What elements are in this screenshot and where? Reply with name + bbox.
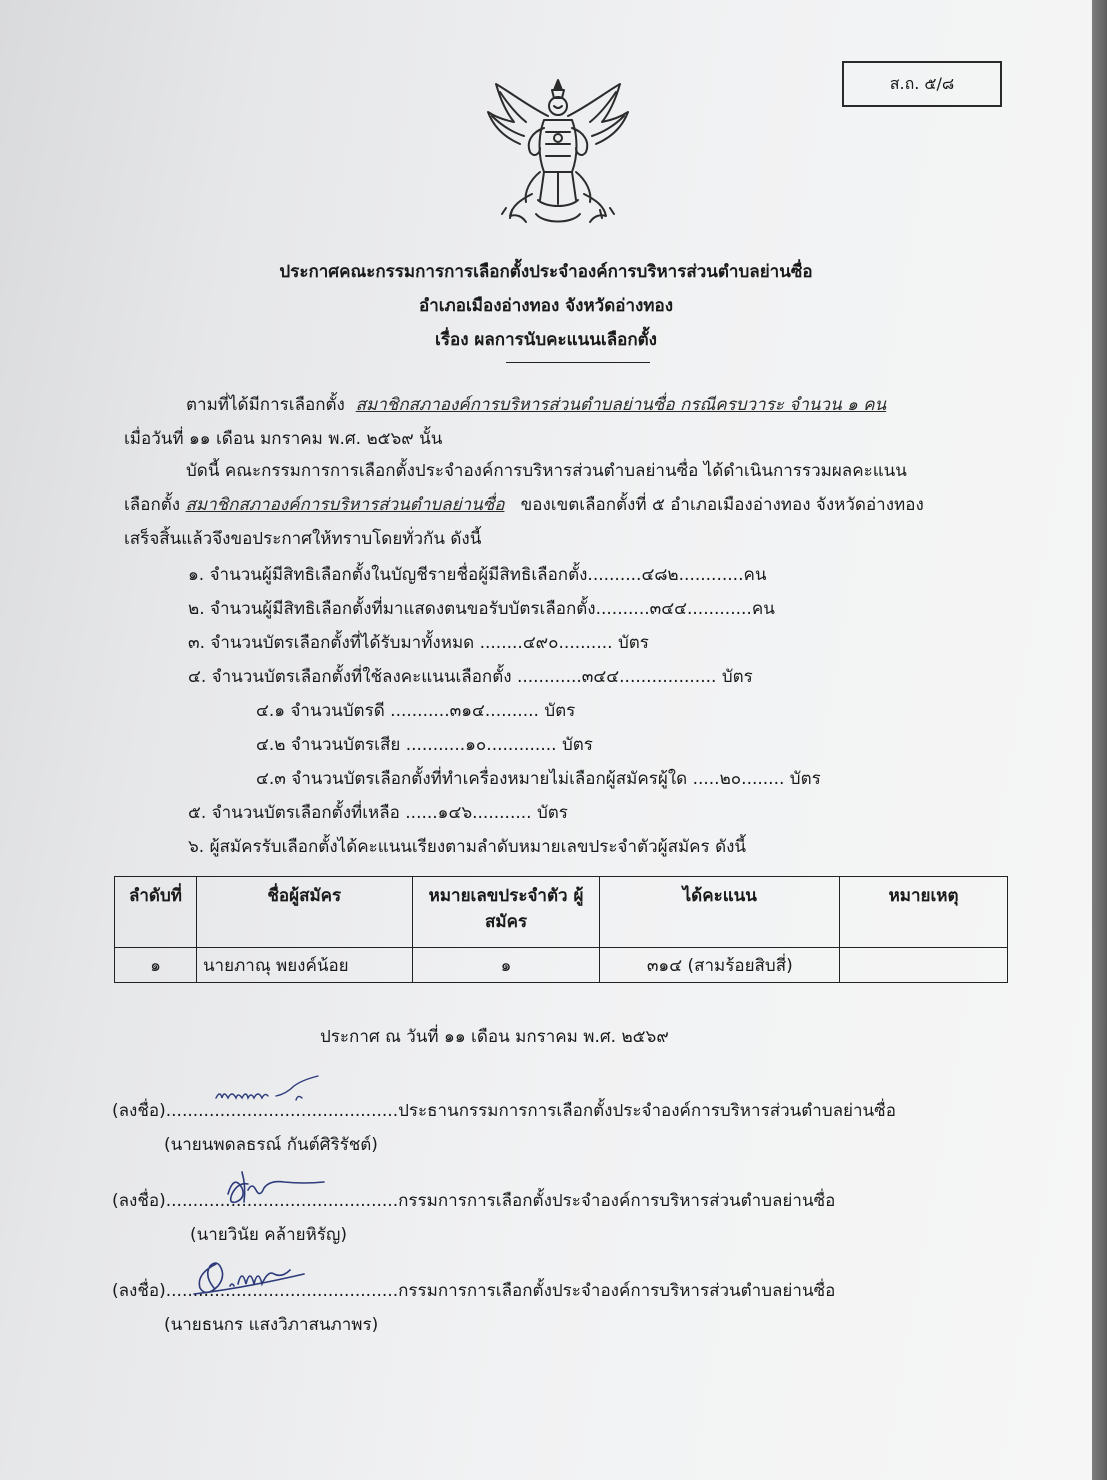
cell-candidate-number: ๑ <box>412 948 600 983</box>
handwritten-signature-3 <box>186 1256 326 1300</box>
p2-filled-text: สมาชิกสภาองค์การบริหารส่วนตำบลย่านซื่อ <box>185 495 505 515</box>
p2-prefix: เลือกตั้ง <box>124 495 181 515</box>
announcement-date: ประกาศ ณ วันที่ ๑๑ เดือน มกราคม พ.ศ. ๒๕๖๙ <box>320 1027 669 1047</box>
signature-prefix: (ลงชื่อ)........................................... <box>112 1191 399 1211</box>
signature-prefix: (ลงชื่อ)........................................... <box>112 1281 399 1301</box>
header-subject: เรื่อง ผลการนับคะแนนเลือกตั้ง <box>435 330 657 350</box>
item-6: ๖. ผู้สมัครรับเลือกตั้งได้คะแนนเรียงตามลำดับหมายเลขประจำตัวผู้สมัคร ดังนี้ <box>188 837 747 857</box>
paragraph-1-line-2: เมื่อวันที่ ๑๑ เดือน มกราคม พ.ศ. ๒๕๖๙ นั้น <box>124 429 443 449</box>
col-header-score: ได้คะแนน <box>600 877 840 948</box>
paragraph-2-line-3: เสร็จสิ้นแล้วจึงขอประกาศให้ทราบโดยทั่วกัน ดังนี้ <box>124 529 482 549</box>
handwritten-signature-2 <box>222 1168 332 1210</box>
cell-remark <box>840 948 1008 983</box>
p1-filled-text: สมาชิกสภาองค์การบริหารส่วนตำบลย่านซื่อ กรณีครบวาระ จำนวน ๑ คน <box>355 395 887 415</box>
cell-order: ๑ <box>115 948 197 983</box>
col-header-remark: หมายเหตุ <box>840 877 1008 948</box>
item-4-2: ๔.๒ จำนวนบัตรเสีย ...........๑๐............. บัตร <box>256 735 593 755</box>
item-3: ๓. จำนวนบัตรเลือกตั้งที่ได้รับมาทั้งหมด ........๔๙๐.......... บัตร <box>188 633 649 653</box>
item-5: ๕. จำนวนบัตรเลือกตั้งที่เหลือ ......๑๔๖........... บัตร <box>188 803 568 823</box>
header-line-1: ประกาศคณะกรรมการการเลือกตั้งประจำองค์การบริหารส่วนตำบลย่านซื่อ <box>279 262 813 282</box>
garuda-emblem-icon <box>480 76 636 228</box>
paragraph-1-line-1 <box>186 394 886 416</box>
page-edge-shadow <box>1092 0 1107 1480</box>
item-2: ๒. จำนวนผู้มีสิทธิเลือกตั้งที่มาแสดงตนขอรับบัตรเลือกตั้ง..........๓๔๔............คน <box>188 599 775 619</box>
item-4-1: ๔.๑ จำนวนบัตรดี ...........๓๑๔.......... บัตร <box>256 701 576 721</box>
item-4: ๔. จำนวนบัตรเลือกตั้งที่ใช้ลงคะแนนเลือกตั้ง ............๓๔๔.................. บัตร <box>188 667 753 687</box>
cell-name: นายภาณุ พยงค์น้อย <box>196 948 412 983</box>
col-header-order: ลำดับที่ <box>115 877 197 948</box>
table-row <box>115 948 1008 983</box>
col-header-candidate-number: หมายเลขประจำตัว ผู้สมัคร <box>412 877 600 948</box>
item-1: ๑. จำนวนผู้มีสิทธิเลือกตั้งในบัญชีรายชื่อผู้มีสิทธิเลือกตั้ง..........๔๘๒............คน <box>188 565 767 585</box>
p2-suffix: ของเขตเลือกตั้งที่ ๕ อำเภอเมืองอ่างทอง จังหวัดอ่างทอง <box>520 495 924 515</box>
header-line-2: อำเภอเมืองอ่างทอง จังหวัดอ่างทอง <box>418 296 674 316</box>
col-header-name: ชื่อผู้สมัคร <box>196 877 412 948</box>
signature-role: ประธานกรรมการการเลือกตั้งประจำองค์การบริหารส่วนตำบลย่านซื่อ <box>398 1101 896 1121</box>
signature-prefix: (ลงชื่อ)........................................... <box>112 1101 399 1121</box>
handwritten-signature-1 <box>212 1074 332 1110</box>
signature-role: กรรมการการเลือกตั้งประจำองค์การบริหารส่วนตำบลย่านซื่อ <box>398 1191 836 1211</box>
signer-name-2: (นายวินัย คล้ายหิรัญ) <box>190 1225 348 1245</box>
signature-role: กรรมการการเลือกตั้งประจำองค์การบริหารส่วนตำบลย่านซื่อ <box>398 1281 836 1301</box>
item-4-3: ๔.๓ จำนวนบัตรเลือกตั้งที่ทำเครื่องหมายไม่เลือกผู้สมัครผู้ใด .....๒๐........ บัตร <box>256 769 821 789</box>
signer-name-3: (นายธนกร แสงวิภาสนภาพร) <box>164 1315 379 1335</box>
form-code-box: ส.ถ. ๕/๘ <box>842 61 1002 107</box>
paragraph-2-line-2 <box>124 494 924 516</box>
header-divider <box>506 362 650 363</box>
candidate-table <box>114 876 1008 983</box>
cell-score: ๓๑๔ (สามร้อยสิบสี่) <box>600 948 840 983</box>
signer-name-1: (นายนพดลธรณ์ กันต์ศิริรัชต์) <box>164 1135 378 1155</box>
p1-prefix: ตามที่ได้มีการเลือกตั้ง <box>186 395 345 415</box>
paragraph-2-line-1: บัดนี้ คณะกรรมการการเลือกตั้งประจำองค์การบริหารส่วนตำบลย่านซื่อ ได้ดำเนินการรวมผลคะแนน <box>186 461 907 481</box>
table-header-row <box>115 877 1008 948</box>
signature-line-2 <box>112 1190 835 1212</box>
